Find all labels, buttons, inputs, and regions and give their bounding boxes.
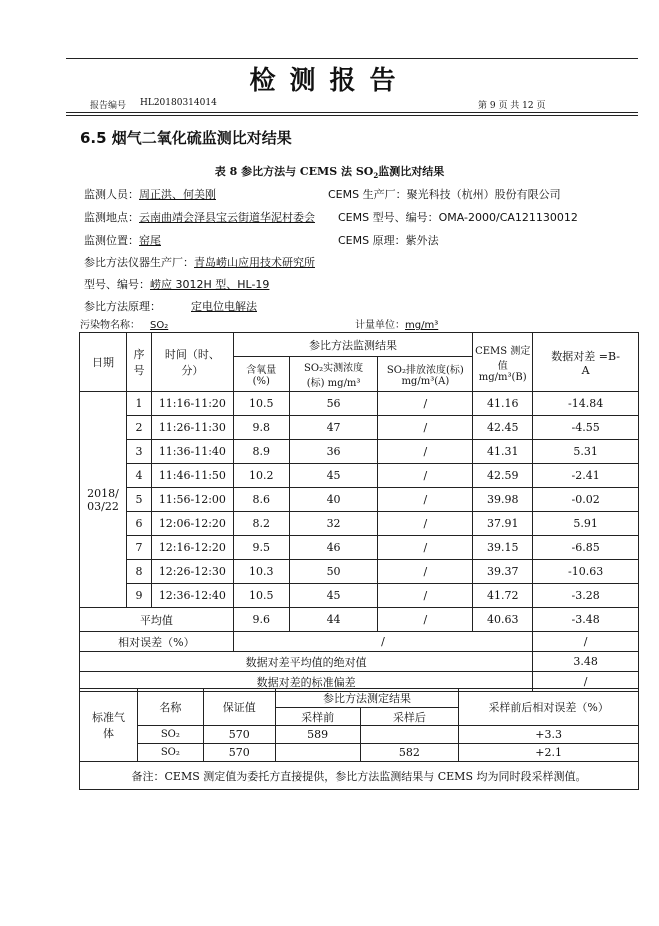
header-ref-method: 参比方法监测结果 [233,333,472,357]
std-row-rel: +3.3 [459,726,639,744]
avg-o2: 9.6 [233,608,289,632]
abs-mean-val: 3.48 [533,652,639,672]
std-row-name: SO₂ [137,744,203,762]
std-header-name: 名称 [137,689,203,726]
report-no-label: 报告编号 [90,101,127,111]
row-time: 11:26-11:30 [151,416,233,440]
comparison-table [79,332,639,692]
row-cems: 41.72 [473,584,533,608]
row-o2: 8.6 [233,488,289,512]
row-o2: 8.9 [233,440,289,464]
monitor-person-row: 监测人员：周正洪、何美刚 [84,186,271,202]
std-label: 数据对差的标准偏差 [80,672,533,692]
header-time: 时间（时、分） [151,333,233,392]
header-o2: 含氧量(%) [233,357,289,392]
row-o2: 10.3 [233,560,289,584]
row-time: 12:16-12:20 [151,536,233,560]
header-rule-double [66,115,638,116]
unit-row: 计量单位：mg/m³ [355,320,439,331]
row-diff: 5.91 [533,512,639,536]
std-header-rel: 采样前后相对误差（%） [459,689,639,726]
avg-emission: / [378,608,473,632]
std-row-after: 582 [360,744,459,762]
std-row-cert: 570 [203,726,275,744]
row-cems: 39.98 [473,488,533,512]
row-emission: / [378,512,473,536]
row-diff: -10.63 [533,560,639,584]
date-cell: 2018/ 03/22 [80,392,127,608]
row-emission: / [378,536,473,560]
row-emission: / [378,440,473,464]
row-emission: / [378,416,473,440]
row-cems: 42.45 [473,416,533,440]
std-val: / [533,672,639,692]
header-rule [66,112,638,113]
row-emission: / [378,488,473,512]
row-time: 11:16-11:20 [151,392,233,416]
cems-maker-row: CEMS 生产厂：聚光科技（杭州）股份有限公司 [328,188,561,201]
std-row-before: 589 [275,726,360,744]
ref-principle-row: 参比方法原理： 定电位电解法 [84,300,257,313]
header-cems: CEMS 测定值 mg/m³(B) [473,333,533,392]
row-o2: 10.5 [233,584,289,608]
row-seq: 8 [126,560,151,584]
row-diff: -6.85 [533,536,639,560]
row-measured: 50 [289,560,378,584]
row-cems: 42.59 [473,464,533,488]
row-cems: 39.37 [473,560,533,584]
page-indicator: 第 9 页 共 12 页 [478,101,546,111]
row-time: 11:36-11:40 [151,440,233,464]
row-measured: 45 [289,464,378,488]
note: 备注：CEMS 测定值为委托方直接提供，参比方法监测结果与 CEMS 均为同时段采样测值。 [80,762,639,790]
report-no: HL20180314014 [140,98,217,108]
table-caption: 表 8 参比方法与 CEMS 法 $SO_2$监测比对结果 [214,165,445,181]
row-diff: -4.55 [533,416,639,440]
row-diff: -3.28 [533,584,639,608]
header-measured: SO₂实测浓度(标) mg/m³ [289,357,378,392]
std-header-after: 采样后 [360,708,459,726]
row-seq: 4 [126,464,151,488]
std-header-ref: 参比方法测定结果 [275,689,459,708]
monitor-person: 周正洪、何美刚 [139,188,216,201]
rel-err-val: / [533,632,639,652]
row-diff: -2.41 [533,464,639,488]
std-header-before: 采样前 [275,708,360,726]
position-row: 监测位置：窑尾 [84,234,161,247]
row-emission: / [378,584,473,608]
row-o2: 10.5 [233,392,289,416]
row-emission: / [378,392,473,416]
std-row-rel: +2.1 [459,744,639,762]
std-header-cert: 保证值 [203,689,275,726]
pollutant-row: 污染物名称： SO₂ [80,320,169,331]
std-row-after [360,726,459,744]
row-seq: 9 [126,584,151,608]
row-seq: 1 [126,392,151,416]
cems-model-row: CEMS 型号、编号：OMA-2000/CA121130012 [338,211,578,224]
row-seq: 3 [126,440,151,464]
report-title: 检测报告 [249,66,410,96]
row-o2: 9.8 [233,416,289,440]
header-diff: 数据对差 =B-A [533,333,639,392]
row-diff: -0.02 [533,488,639,512]
row-cems: 37.91 [473,512,533,536]
row-time: 12:06-12:20 [151,512,233,536]
rel-err-label: 相对误差（%） [80,632,234,652]
row-seq: 5 [126,488,151,512]
row-time: 11:46-11:50 [151,464,233,488]
site-row: 监测地点：云南曲靖会泽县宝云街道华泥村委会 [84,211,315,224]
row-cems: 39.15 [473,536,533,560]
header-rule-top [66,58,638,59]
row-cems: 41.31 [473,440,533,464]
row-time: 12:26-12:30 [151,560,233,584]
ref-model-row: 型号、编号：崂应 3012H 型、HL-19 [84,278,270,291]
std-row-cert: 570 [203,744,275,762]
rel-err-mid: / [233,632,532,652]
header-seq: 序号 [126,333,151,392]
row-time: 11:56-12:00 [151,488,233,512]
avg-measured: 44 [289,608,378,632]
row-measured: 46 [289,536,378,560]
avg-diff: -3.48 [533,608,639,632]
row-seq: 6 [126,512,151,536]
row-measured: 47 [289,416,378,440]
avg-label: 平均值 [80,608,234,632]
abs-mean-label: 数据对差平均值的绝对值 [80,652,533,672]
avg-cems: 40.63 [473,608,533,632]
row-o2: 9.5 [233,536,289,560]
header-emission: SO₂排放浓度(标) mg/m³(A) [378,357,473,392]
row-seq: 2 [126,416,151,440]
row-o2: 10.2 [233,464,289,488]
ref-maker-row: 参比方法仪器生产厂：青岛崂山应用技术研究所 [84,256,315,269]
header-date: 日期 [80,333,127,392]
row-diff: 5.31 [533,440,639,464]
row-o2: 8.2 [233,512,289,536]
std-gas-label: 标准气体 [80,689,138,762]
row-measured: 40 [289,488,378,512]
row-emission: / [378,560,473,584]
standard-gas-table [79,688,639,790]
row-measured: 36 [289,440,378,464]
std-row-name: SO₂ [137,726,203,744]
row-measured: 56 [289,392,378,416]
row-diff: -14.84 [533,392,639,416]
row-emission: / [378,464,473,488]
row-seq: 7 [126,536,151,560]
row-measured: 45 [289,584,378,608]
section-title: 6.5 烟气二氧化硫监测比对结果 [80,129,292,147]
row-measured: 32 [289,512,378,536]
cems-principle-row: CEMS 原理：紫外法 [338,234,439,247]
std-row-before [275,744,360,762]
row-time: 12:36-12:40 [151,584,233,608]
row-cems: 41.16 [473,392,533,416]
